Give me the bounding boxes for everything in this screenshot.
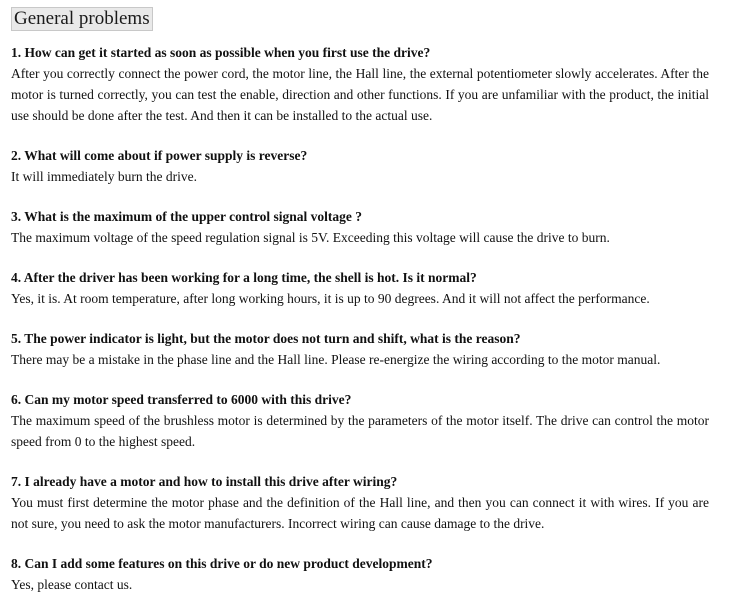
faq-item-5	[11, 329, 709, 370]
faq-answer: After you correctly connect the power cord, the motor line, the Hall line, the external potentiometer slowly accelerates. After the motor is turned correctly, you can test the enable, direction and other functions. If you are unfamiliar with the product, the initial use should be done after the test. And then it can be installed to the actual use.	[11, 66, 709, 123]
faq-answer: The maximum speed of the brushless motor is determined by the parameters of the motor itself. The drive can control the motor speed from 0 to the highest speed.	[11, 413, 709, 449]
faq-item-8	[11, 554, 709, 595]
faq-item-6	[11, 390, 709, 452]
faq-question: 2. What will come about if power supply is reverse?	[11, 148, 308, 163]
faq-answer: Yes, please contact us.	[11, 577, 133, 592]
faq-item-3	[11, 207, 709, 248]
faq-answer: The maximum voltage of the speed regulation signal is 5V. Exceeding this voltage will cause the drive to burn.	[11, 230, 610, 245]
faq-question: 3. What is the maximum of the upper control signal voltage ?	[11, 209, 363, 224]
faq-question: 1. How can get it started as soon as possible when you first use the drive?	[11, 45, 431, 60]
faq-question: 8. Can I add some features on this drive or do new product development?	[11, 556, 433, 571]
faq-answer: It will immediately burn the drive.	[11, 169, 197, 184]
faq-answer: Yes, it is. At room temperature, after long working hours, it is up to 90 degrees. And it will not affect the performance.	[11, 291, 650, 306]
faq-question: 6. Can my motor speed transferred to 6000 with this drive?	[11, 392, 352, 407]
faq-item-1	[11, 43, 709, 126]
faq-item-7	[11, 472, 709, 534]
faq-question: 4. After the driver has been working for a long time, the shell is hot. Is it normal?	[11, 270, 477, 285]
faq-answer: You must first determine the motor phase and the definition of the Hall line, and then you can connect it with wires. If you are not sure, you need to ask the motor manufacturers. Incorrect wiring can cause damage to the drive.	[11, 495, 709, 531]
faq-item-4	[11, 268, 709, 309]
faq-document	[11, 7, 709, 615]
faq-answer: There may be a mistake in the phase line and the Hall line. Please re-energize the wiring according to the motor manual.	[11, 352, 661, 367]
faq-question: 5. The power indicator is light, but the motor does not turn and shift, what is the reason?	[11, 331, 521, 346]
faq-question: 7. I already have a motor and how to install this drive after wiring?	[11, 474, 398, 489]
section-title-box	[11, 7, 153, 31]
faq-item-2	[11, 146, 709, 187]
section-title: General problems	[14, 8, 150, 29]
